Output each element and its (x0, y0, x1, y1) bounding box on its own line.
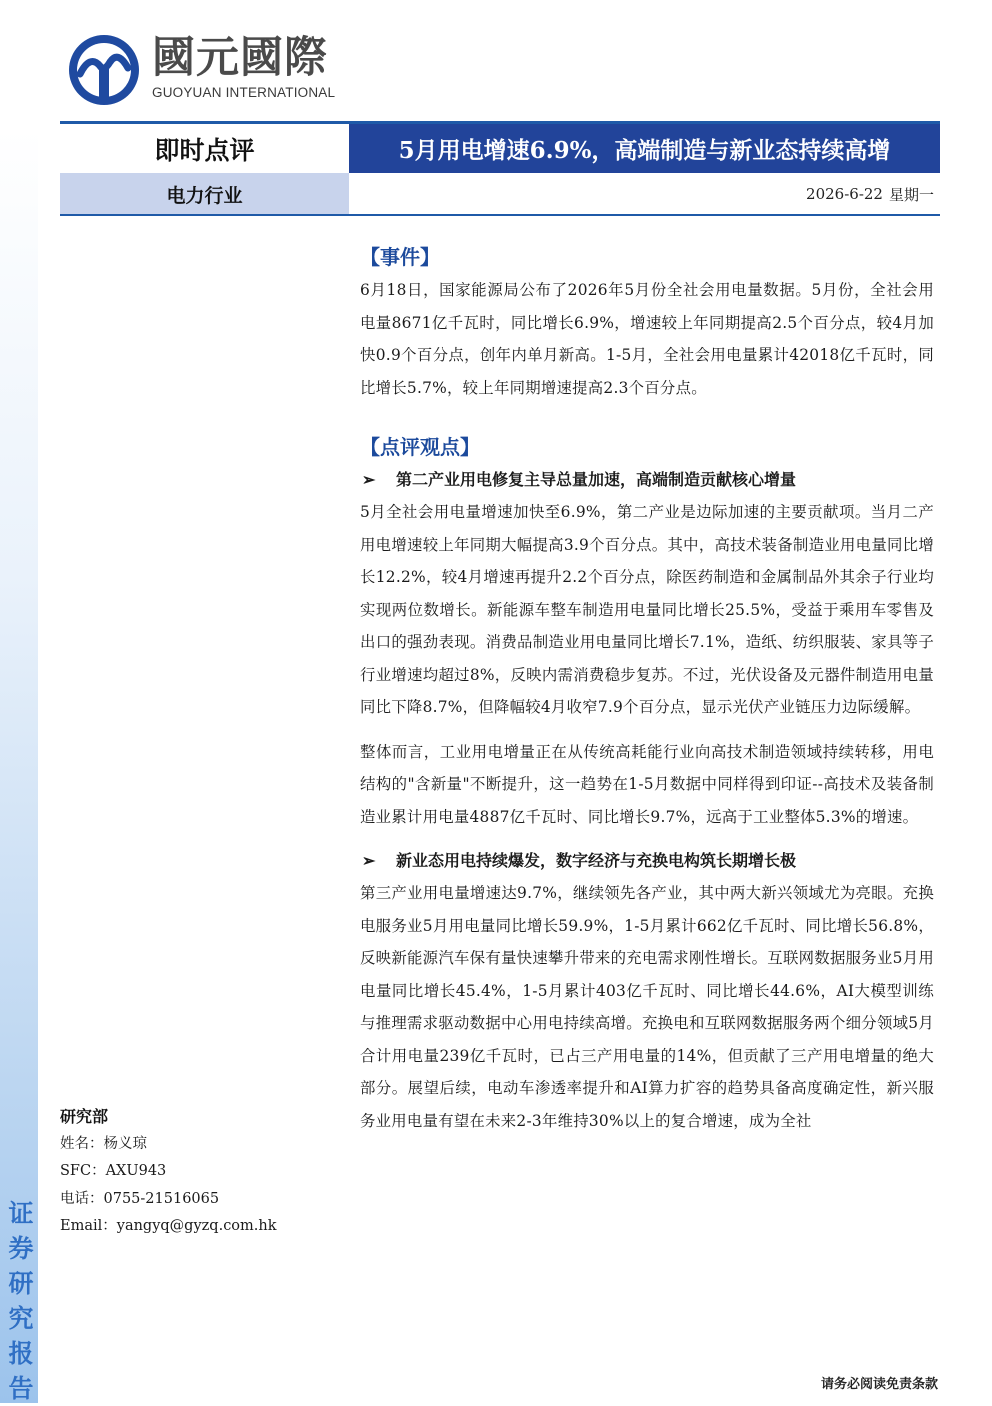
point1-paragraph-2: 整体而言，工业用电增量正在从传统高耗能行业向高技术制造领域持续转移，用电结构的"含新量"不断提升，这一趋势在1-5月数据中同样得到印证--高技术及装备制造业累计用电量4887亿千瓦时、同比增长9.7%，远高于工业整体5.3%的增速。 (360, 742, 934, 826)
date-value: 2026-6-22 (806, 185, 883, 203)
arrow-bullet-icon: ➢ (362, 851, 376, 870)
industry-label: 电力行业 (60, 173, 349, 215)
contact-name: 姓名：杨义琼 (60, 1135, 147, 1152)
event-heading: 【事件】 (360, 245, 440, 269)
subheader-rule (60, 214, 940, 216)
contact-sfc: SFC：AXU943 (60, 1163, 167, 1179)
contact-email[interactable]: Email：yangyq@gyzq.com.hk (60, 1218, 277, 1234)
point2-heading (360, 845, 934, 877)
logo-text-cn: 國元國際 (152, 33, 328, 83)
report-title: 5月用电增速6.9%，高端制造与新业态持续高增 (349, 124, 940, 173)
contact-dept: 研究部 (60, 1107, 109, 1126)
contact-phone: 电话：0755-21516065 (60, 1190, 220, 1207)
sidebar-gradient (0, 128, 38, 1403)
company-logo (66, 32, 336, 112)
weekday-value: 星期一 (888, 185, 934, 204)
point2-heading-text: 新业态用电持续爆发，数字经济与充换电构筑长期增长极 (396, 851, 797, 870)
point1-heading (360, 464, 934, 496)
report-body (360, 240, 934, 1137)
logo-mark-icon (66, 32, 142, 108)
disclaimer-note: 请务必阅读免责条款 (820, 1377, 938, 1392)
point1-paragraph-1: 5月全社会用电量增速加快至6.9%，第二产业是边际加速的主要贡献项。当月二产用电增速较上年同期大幅提高3.9个百分点。其中，高技术装备制造业用电量同比增长12.2%，较4月增速再提升2.2个百分点，除医药制造和金属制品外其余子行业均实现两位数增长。新能源车整车制造用电量同比增长25.5%，受益于乘用车零售及出口的强劲表现。消费品制造业用电量同比增长7.1%，造纸、纺织服装、家具等子行业增速均超过8%，反映内需消费稳步复苏。不过，光伏设备及元器件制造用电量同比下降8.7%，但降幅较4月收窄7.9个百分点，显示光伏产业链压力边际缓解。 (360, 503, 934, 716)
arrow-bullet-icon: ➢ (362, 470, 376, 489)
logo-text-en: GUOYUAN INTERNATIONAL (152, 85, 336, 100)
point1-heading-text: 第二产业用电修复主导总量加速，高端制造贡献核心增量 (396, 470, 797, 489)
event-paragraph: 6月18日，国家能源局公布了2026年5月份全社会用电量数据。5月份，全社会用电量8671亿千瓦时，同比增长6.9%，增速较上年同期提高2.5个百分点，较4月加快0.9个百分点，创年内单月新高。1-5月，全社会用电量累计42018亿千瓦时，同比增长5.7%，较上年同期增速提高2.3个百分点。 (360, 281, 934, 397)
side-label: 证券研究报告 (8, 1199, 34, 1403)
analyst-contact (60, 1103, 310, 1241)
point2-paragraph-1: 第三产业用电量增速达9.7%，继续领先各产业，其中两大新兴领域尤为亮眼。充换电服务业5月用电量同比增长59.9%，1-5月累计662亿千瓦时、同比增长56.8%，反映新能源汽车保有量快速攀升带来的充电需求刚性增长。互联网数据服务业5月用电量同比增长45.4%，1-5月累计403亿千瓦时、同比增长44.6%，AI大模型训练与推理需求驱动数据中心用电持续高增。充换电和互联网数据服务两个细分领域5月合计用电量239亿千瓦时，已占三产用电量的14%，但贡献了三产用电增量的绝大部分。展望后续，电动车渗透率提升和AI算力扩容的趋势具备高度确定性，新兴服务业用电量有望在未来2-3年维持30%以上的复合增速，成为全社 (360, 884, 934, 1130)
report-date (349, 173, 940, 215)
report-type: 即时点评 (154, 135, 255, 165)
review-heading: 【点评观点】 (360, 435, 480, 459)
